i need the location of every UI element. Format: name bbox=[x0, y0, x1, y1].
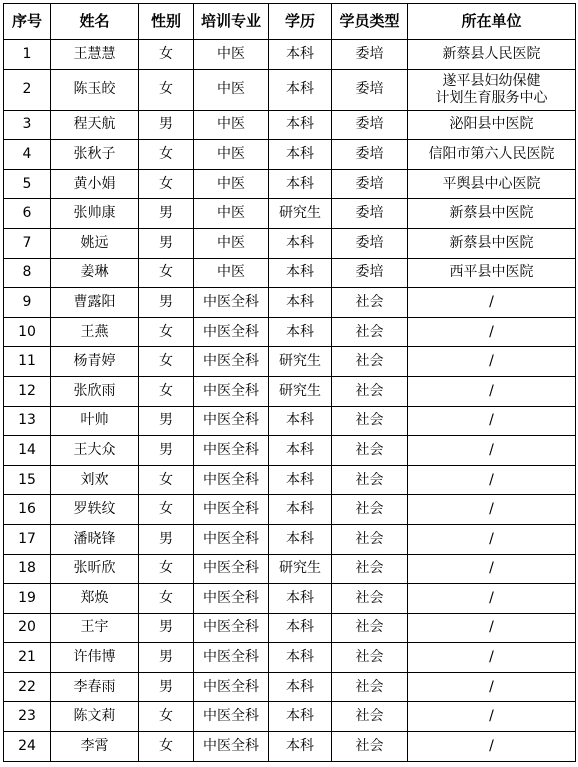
cell-workplace: 新蔡县中医院 bbox=[408, 199, 576, 229]
cell-gender: 女 bbox=[139, 465, 194, 495]
cell-workplace: 新蔡县人民医院 bbox=[408, 40, 576, 70]
cell-name: 王大众 bbox=[51, 436, 139, 466]
cell-index: 20 bbox=[4, 613, 51, 643]
cell-education: 本科 bbox=[269, 406, 332, 436]
cell-index: 7 bbox=[4, 228, 51, 258]
cell-trainee-type: 委培 bbox=[332, 199, 408, 229]
cell-gender: 男 bbox=[139, 436, 194, 466]
cell-trainee-type: 委培 bbox=[332, 169, 408, 199]
cell-index: 4 bbox=[4, 140, 51, 170]
header-index: 序号 bbox=[4, 4, 51, 40]
cell-major: 中医全科 bbox=[194, 436, 269, 466]
cell-name: 李春雨 bbox=[51, 672, 139, 702]
cell-workplace: / bbox=[408, 376, 576, 406]
header-education: 学历 bbox=[269, 4, 332, 40]
cell-trainee-type: 社会 bbox=[332, 495, 408, 525]
cell-major: 中医全科 bbox=[194, 643, 269, 673]
cell-education: 本科 bbox=[269, 317, 332, 347]
cell-name: 王燕 bbox=[51, 317, 139, 347]
cell-major: 中医全科 bbox=[194, 465, 269, 495]
cell-gender: 男 bbox=[139, 643, 194, 673]
cell-education: 本科 bbox=[269, 140, 332, 170]
cell-name: 叶帅 bbox=[51, 406, 139, 436]
cell-trainee-type: 社会 bbox=[332, 317, 408, 347]
cell-index: 16 bbox=[4, 495, 51, 525]
cell-trainee-type: 社会 bbox=[332, 436, 408, 466]
cell-major: 中医全科 bbox=[194, 613, 269, 643]
cell-name: 罗轶纹 bbox=[51, 495, 139, 525]
cell-name: 曹露阳 bbox=[51, 288, 139, 318]
cell-trainee-type: 社会 bbox=[332, 406, 408, 436]
cell-workplace: / bbox=[408, 554, 576, 584]
cell-workplace: 遂平县妇幼保健 计划生育服务中心 bbox=[408, 69, 576, 110]
cell-trainee-type: 社会 bbox=[332, 732, 408, 762]
header-workplace: 所在单位 bbox=[408, 4, 576, 40]
cell-gender: 女 bbox=[139, 140, 194, 170]
cell-education: 本科 bbox=[269, 436, 332, 466]
cell-gender: 女 bbox=[139, 169, 194, 199]
cell-major: 中医全科 bbox=[194, 347, 269, 377]
cell-gender: 女 bbox=[139, 40, 194, 70]
cell-major: 中医全科 bbox=[194, 376, 269, 406]
cell-gender: 女 bbox=[139, 495, 194, 525]
cell-workplace: / bbox=[408, 436, 576, 466]
cell-major: 中医 bbox=[194, 258, 269, 288]
table-row bbox=[4, 317, 576, 347]
cell-major: 中医全科 bbox=[194, 672, 269, 702]
cell-name: 姜琳 bbox=[51, 258, 139, 288]
cell-trainee-type: 社会 bbox=[332, 584, 408, 614]
cell-gender: 女 bbox=[139, 317, 194, 347]
cell-workplace: 泌阳县中医院 bbox=[408, 110, 576, 140]
table-row bbox=[4, 584, 576, 614]
cell-workplace: / bbox=[408, 524, 576, 554]
cell-education: 本科 bbox=[269, 613, 332, 643]
cell-trainee-type: 委培 bbox=[332, 69, 408, 110]
cell-name: 陈文莉 bbox=[51, 702, 139, 732]
table-row bbox=[4, 554, 576, 584]
cell-trainee-type: 委培 bbox=[332, 258, 408, 288]
table-row bbox=[4, 376, 576, 406]
cell-education: 本科 bbox=[269, 110, 332, 140]
cell-index: 14 bbox=[4, 436, 51, 466]
cell-workplace: / bbox=[408, 347, 576, 377]
header-gender: 性别 bbox=[139, 4, 194, 40]
table-row bbox=[4, 495, 576, 525]
cell-name: 王宇 bbox=[51, 613, 139, 643]
cell-name: 杨青婷 bbox=[51, 347, 139, 377]
table-row bbox=[4, 672, 576, 702]
table-row bbox=[4, 524, 576, 554]
cell-education: 本科 bbox=[269, 584, 332, 614]
cell-index: 3 bbox=[4, 110, 51, 140]
cell-major: 中医全科 bbox=[194, 554, 269, 584]
cell-workplace: / bbox=[408, 643, 576, 673]
cell-gender: 男 bbox=[139, 613, 194, 643]
table-row bbox=[4, 613, 576, 643]
cell-index: 18 bbox=[4, 554, 51, 584]
table-row bbox=[4, 258, 576, 288]
cell-index: 8 bbox=[4, 258, 51, 288]
cell-trainee-type: 社会 bbox=[332, 613, 408, 643]
table-row bbox=[4, 465, 576, 495]
cell-major: 中医 bbox=[194, 228, 269, 258]
cell-major: 中医全科 bbox=[194, 702, 269, 732]
cell-education: 本科 bbox=[269, 69, 332, 110]
cell-index: 6 bbox=[4, 199, 51, 229]
cell-trainee-type: 社会 bbox=[332, 347, 408, 377]
cell-name: 黄小娟 bbox=[51, 169, 139, 199]
cell-workplace: / bbox=[408, 465, 576, 495]
cell-education: 研究生 bbox=[269, 347, 332, 377]
cell-trainee-type: 社会 bbox=[332, 376, 408, 406]
cell-trainee-type: 委培 bbox=[332, 40, 408, 70]
cell-education: 本科 bbox=[269, 643, 332, 673]
cell-workplace: 平舆县中心医院 bbox=[408, 169, 576, 199]
cell-index: 22 bbox=[4, 672, 51, 702]
header-trainee-type: 学员类型 bbox=[332, 4, 408, 40]
cell-name: 张欣雨 bbox=[51, 376, 139, 406]
cell-index: 5 bbox=[4, 169, 51, 199]
header-row bbox=[4, 4, 576, 40]
cell-index: 19 bbox=[4, 584, 51, 614]
cell-gender: 女 bbox=[139, 69, 194, 110]
cell-workplace: / bbox=[408, 584, 576, 614]
cell-workplace: / bbox=[408, 317, 576, 347]
cell-major: 中医 bbox=[194, 69, 269, 110]
cell-name: 潘晓锋 bbox=[51, 524, 139, 554]
cell-workplace: 西平县中医院 bbox=[408, 258, 576, 288]
cell-gender: 男 bbox=[139, 199, 194, 229]
cell-trainee-type: 社会 bbox=[332, 524, 408, 554]
cell-education: 本科 bbox=[269, 672, 332, 702]
cell-major: 中医全科 bbox=[194, 495, 269, 525]
cell-major: 中医全科 bbox=[194, 406, 269, 436]
cell-name: 郑焕 bbox=[51, 584, 139, 614]
cell-major: 中医全科 bbox=[194, 317, 269, 347]
cell-major: 中医 bbox=[194, 110, 269, 140]
cell-index: 17 bbox=[4, 524, 51, 554]
cell-education: 研究生 bbox=[269, 376, 332, 406]
table-row bbox=[4, 347, 576, 377]
table-row bbox=[4, 436, 576, 466]
cell-education: 研究生 bbox=[269, 199, 332, 229]
cell-education: 本科 bbox=[269, 228, 332, 258]
cell-workplace: / bbox=[408, 613, 576, 643]
cell-name: 刘欢 bbox=[51, 465, 139, 495]
cell-name: 陈玉皎 bbox=[51, 69, 139, 110]
cell-trainee-type: 社会 bbox=[332, 465, 408, 495]
cell-education: 本科 bbox=[269, 495, 332, 525]
cell-index: 10 bbox=[4, 317, 51, 347]
cell-workplace: / bbox=[408, 732, 576, 762]
cell-education: 本科 bbox=[269, 465, 332, 495]
cell-major: 中医 bbox=[194, 169, 269, 199]
cell-index: 1 bbox=[4, 40, 51, 70]
cell-name: 许伟博 bbox=[51, 643, 139, 673]
cell-gender: 男 bbox=[139, 288, 194, 318]
table-row bbox=[4, 140, 576, 170]
table-row bbox=[4, 110, 576, 140]
cell-education: 本科 bbox=[269, 288, 332, 318]
cell-name: 李霄 bbox=[51, 732, 139, 762]
cell-education: 本科 bbox=[269, 40, 332, 70]
cell-major: 中医 bbox=[194, 199, 269, 229]
table-row bbox=[4, 643, 576, 673]
table-row bbox=[4, 406, 576, 436]
cell-major: 中医 bbox=[194, 40, 269, 70]
cell-index: 9 bbox=[4, 288, 51, 318]
cell-index: 13 bbox=[4, 406, 51, 436]
cell-name: 王慧慧 bbox=[51, 40, 139, 70]
cell-gender: 女 bbox=[139, 258, 194, 288]
cell-education: 本科 bbox=[269, 169, 332, 199]
cell-gender: 女 bbox=[139, 347, 194, 377]
cell-name: 张昕欣 bbox=[51, 554, 139, 584]
table-row bbox=[4, 702, 576, 732]
cell-gender: 女 bbox=[139, 702, 194, 732]
header-name: 姓名 bbox=[51, 4, 139, 40]
cell-major: 中医 bbox=[194, 140, 269, 170]
cell-trainee-type: 社会 bbox=[332, 672, 408, 702]
cell-workplace: 新蔡县中医院 bbox=[408, 228, 576, 258]
cell-index: 12 bbox=[4, 376, 51, 406]
cell-index: 2 bbox=[4, 69, 51, 110]
cell-major: 中医全科 bbox=[194, 524, 269, 554]
table-row bbox=[4, 228, 576, 258]
table-row bbox=[4, 732, 576, 762]
cell-gender: 男 bbox=[139, 524, 194, 554]
cell-gender: 男 bbox=[139, 406, 194, 436]
cell-trainee-type: 委培 bbox=[332, 140, 408, 170]
cell-trainee-type: 社会 bbox=[332, 288, 408, 318]
cell-index: 23 bbox=[4, 702, 51, 732]
cell-workplace: / bbox=[408, 702, 576, 732]
cell-gender: 男 bbox=[139, 228, 194, 258]
cell-index: 15 bbox=[4, 465, 51, 495]
cell-trainee-type: 委培 bbox=[332, 110, 408, 140]
table-body bbox=[4, 40, 576, 762]
cell-workplace: / bbox=[408, 672, 576, 702]
cell-trainee-type: 委培 bbox=[332, 228, 408, 258]
cell-education: 本科 bbox=[269, 524, 332, 554]
table-row bbox=[4, 199, 576, 229]
table-row bbox=[4, 169, 576, 199]
cell-major: 中医全科 bbox=[194, 732, 269, 762]
cell-name: 张秋子 bbox=[51, 140, 139, 170]
cell-major: 中医全科 bbox=[194, 584, 269, 614]
cell-name: 程天航 bbox=[51, 110, 139, 140]
cell-index: 11 bbox=[4, 347, 51, 377]
cell-workplace: / bbox=[408, 406, 576, 436]
cell-workplace: / bbox=[408, 288, 576, 318]
cell-gender: 男 bbox=[139, 672, 194, 702]
header-major: 培训专业 bbox=[194, 4, 269, 40]
cell-trainee-type: 社会 bbox=[332, 643, 408, 673]
cell-gender: 男 bbox=[139, 110, 194, 140]
cell-workplace: 信阳市第六人民医院 bbox=[408, 140, 576, 170]
cell-index: 24 bbox=[4, 732, 51, 762]
cell-gender: 女 bbox=[139, 732, 194, 762]
cell-trainee-type: 社会 bbox=[332, 702, 408, 732]
cell-index: 21 bbox=[4, 643, 51, 673]
cell-education: 本科 bbox=[269, 258, 332, 288]
cell-name: 姚远 bbox=[51, 228, 139, 258]
cell-major: 中医全科 bbox=[194, 288, 269, 318]
table-row bbox=[4, 40, 576, 70]
cell-gender: 女 bbox=[139, 376, 194, 406]
cell-name: 张帅康 bbox=[51, 199, 139, 229]
cell-education: 本科 bbox=[269, 702, 332, 732]
cell-gender: 女 bbox=[139, 554, 194, 584]
cell-education: 研究生 bbox=[269, 554, 332, 584]
table-row bbox=[4, 288, 576, 318]
trainee-table bbox=[3, 3, 576, 762]
cell-education: 本科 bbox=[269, 732, 332, 762]
cell-trainee-type: 社会 bbox=[332, 554, 408, 584]
cell-workplace: / bbox=[408, 495, 576, 525]
cell-gender: 女 bbox=[139, 584, 194, 614]
table-row bbox=[4, 69, 576, 110]
